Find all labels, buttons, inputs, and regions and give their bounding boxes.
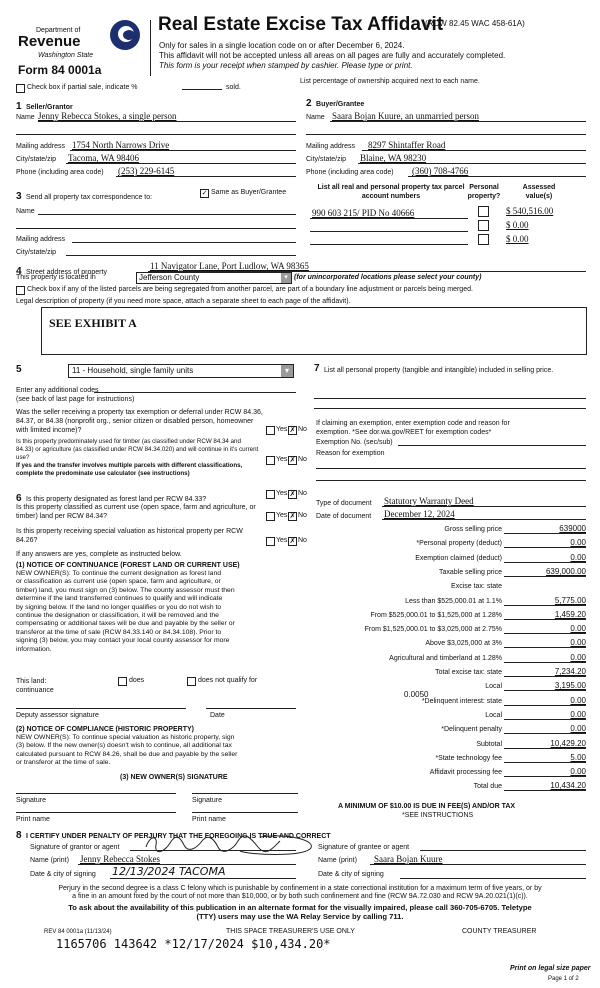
rev-number: REV 84 0001a (11/13/24) [44, 929, 112, 935]
notice-compliance-text: NEW OWNER(S): To continue special valuation as historic property, sign (3) below. If the new owner(s) doesn't wish to continue, all additional tax calculated pursuant to RCW 84.26, shall be due and payable by the seller or transferor at the time of sale. [16, 734, 238, 767]
grantor-signature-label: Signature of grantor or agent [30, 844, 120, 851]
seller-section: 1 Seller/Grantor [16, 101, 73, 112]
grantor-date-city[interactable]: 12/13/2024 TACOMA [112, 865, 226, 878]
partial-sale-checkbox[interactable] [16, 84, 25, 93]
timber-note: If yes and the transfer involves multiple parcels with different classifications, complete the predominate use calculator (see instructions) [16, 462, 243, 477]
alternate-format-2: (TTY) users may use the WA Relay Service by calling 711. [196, 912, 404, 921]
header-line2: This affidavit will not be accepted unless all areas on all pages are fully and accurately completed. [159, 51, 506, 60]
seal-icon [110, 20, 140, 50]
tax-row-label: Subtotal [476, 741, 502, 748]
tax-row-value[interactable]: 0.00 [570, 653, 586, 662]
historic-no-checkbox[interactable]: ✗ [289, 538, 296, 545]
tax-row-value[interactable]: 1,459.20 [554, 610, 586, 619]
rcw-reference: (RCW 82.45 WAC 458-61A) [425, 19, 525, 28]
seller-city[interactable]: Tacoma, WA 98406 [68, 153, 139, 163]
ownership-note: List percentage of ownership acquired next to each name. [300, 78, 480, 85]
no-label: No [298, 490, 307, 497]
tax-row-value[interactable]: 0.00 [570, 638, 586, 647]
tax-row-label: Local [485, 683, 502, 690]
new-owner-signature-title: (3) NEW OWNER(S) SIGNATURE [120, 774, 228, 781]
additional-codes-label: Enter any additional codes [16, 387, 99, 394]
does-label: does [129, 677, 145, 684]
no-label: No [298, 456, 307, 463]
notice-continuance-title: (1) NOTICE OF CONTINUANCE (FOREST LAND OR CURRENT USE) [16, 562, 240, 569]
tax-row-label: From $1,525,000.01 to $3,025,000 at 2.75% [364, 626, 502, 633]
deputy-date-label: Date [210, 712, 225, 719]
no-label: No [298, 537, 307, 544]
grantor-signature[interactable] [140, 833, 320, 857]
dor-logo [14, 16, 144, 76]
forest-yes-checkbox[interactable] [266, 490, 275, 499]
personal-col-header: Personal property? [467, 184, 501, 200]
timber-yes-checkbox[interactable] [266, 456, 275, 465]
legal-description-box[interactable] [41, 307, 587, 355]
seller-phone[interactable]: (253) 229-6145 [118, 166, 175, 176]
exemption-reason-label: Reason for exemption [316, 450, 385, 457]
tax-row-label: Excise tax: state [451, 583, 502, 590]
does-checkbox[interactable] [118, 677, 127, 686]
owner-print-name-label: Print name [16, 816, 50, 823]
perjury-line-1: Perjury in the second degree is a class C felony which is punishable by confinement in a state correctional institution for a maximum term of five years, or by [58, 885, 542, 892]
header-divider [150, 20, 151, 76]
land-use-select[interactable]: 11 - Household, single family units ▾ [68, 364, 294, 378]
seller-mail-label: Mailing address [16, 143, 66, 150]
doc-type-label: Type of document [316, 500, 372, 507]
tax-row-value[interactable]: 0.00 [570, 710, 586, 719]
certification-header: 8 I CERTIFY UNDER PENALTY OF PERJURY THAT THE FOREGOING IS TRUE AND CORRECT [16, 830, 331, 841]
segregated-label: Check box if any of the listed parcels are being segregated from another parcel, are part of a boundary line adjustment or parcels being merged. [27, 286, 473, 293]
tax-row-label: Agricultural and timberland at 1.28% [389, 655, 502, 662]
deputy-signature-label: Deputy assessor signature [16, 712, 99, 719]
segregated-checkbox[interactable] [16, 286, 25, 295]
grantor-date-label: Date & city of signing [30, 871, 96, 878]
chevron-down-icon: ▾ [281, 273, 291, 283]
buyer-mail[interactable]: 8297 Shintaffer Road [368, 140, 446, 150]
buyer-phone-label: Phone (including area code) [306, 169, 394, 176]
property-section: 4 Street address of property [16, 266, 107, 277]
does-not-checkbox[interactable] [187, 677, 196, 686]
document-date[interactable]: December 12, 2024 [384, 509, 455, 519]
buyer-name-label: Name [306, 114, 325, 121]
notice-compliance-title: (2) NOTICE OF COMPLIANCE (HISTORIC PROPERTY) [16, 726, 194, 733]
parcel-number-1[interactable]: 990 603 215/ PID No 40666 [312, 208, 415, 218]
page-number: Page 1 of 2 [548, 976, 579, 982]
owner-signature-label: Signature [16, 797, 46, 804]
local-rate: 0.0050 [404, 690, 429, 699]
grantee-signature-label: Signature of grantee or agent [318, 844, 410, 851]
header-line1: Only for sales in a single location code on or after December 6, 2024. [159, 41, 405, 50]
property-street[interactable]: 11 Navigator Lane, Port Ludlow, WA 98365 [150, 261, 309, 271]
exempt-note-1: If claiming an exemption, enter exemption code and reason for [316, 420, 510, 427]
no-label: No [298, 512, 307, 519]
see-back-note: (see back of last page for instructions) [16, 396, 135, 403]
tax-row-label: *Delinquent penalty [441, 726, 502, 733]
owner-signature-label-2: Signature [192, 797, 222, 804]
tax-row-label: From $525,000.01 to $1,525,000 at 1.28% [370, 612, 502, 619]
tax-row-label: Affidavit processing fee [429, 769, 502, 776]
county-treasurer-label: COUNTY TREASURER [462, 928, 537, 935]
buyer-city-label: City/state/zip [306, 156, 347, 163]
grantee-name-label: Name (print) [318, 857, 357, 864]
sec6-header: 6 Is this property designated as forest land per RCW 84.33? [16, 493, 207, 504]
grantor-name-label: Name (print) [30, 857, 69, 864]
see-instructions: *SEE INSTRUCTIONS [402, 812, 474, 819]
county-select[interactable]: Jefferson County ▾ [136, 272, 292, 284]
header-line3: This form is your receipt when stamped by cashier. Please type or print. [159, 61, 413, 70]
tax-row-value[interactable]: 5,775.00 [554, 596, 586, 605]
exemption-no-checkbox[interactable]: ✗ [289, 427, 296, 434]
grantee-name[interactable]: Saara Bojan Kuure [374, 854, 443, 864]
tax-row-label: Above $3,025,000 at 3% [425, 640, 502, 647]
notice-continuance-text: NEW OWNER(S): To continue the current designation as forest land or classification as current use (open space, farm and agriculture, or timber) land, you must sign on (3) below. The county assessor must then determine if the land transferred continues to qualify and will indicate by signing below. If the land no longer qualifies or you do not wish to continue the designation or classification, it will be removed and the compensating or additional taxes will be due and payable by the seller or transferor at the time of sale (RCW 84.33.140 or 84.34.108). Prior to signing (3) below, you may contact your local county assessor for more information. [16, 570, 235, 653]
minimum-due-note: A MINIMUM OF $10.00 IS DUE IN FEE(S) AND/OR TAX [338, 803, 516, 810]
seller-name-label: Name [16, 114, 35, 121]
dept-label: Department of [36, 27, 81, 34]
sold-label: sold. [226, 84, 241, 91]
assessed-value-1[interactable]: $ 540,516.00 [506, 206, 554, 216]
exemption-yes-checkbox[interactable] [266, 426, 275, 435]
historic-question: Is this property receiving special valuation as historical property per RCW 84.26? [16, 528, 243, 544]
sec3-city-label: City/state/zip [16, 249, 57, 256]
tax-row-value[interactable]: 639,000.00 [545, 567, 586, 576]
timber-question: Is this property predominately used for timber (as classified under RCW 84.34 and 84.33) or agriculture (as classified under RCW 84.34.020) and will continue in it's current use? [16, 438, 259, 461]
personal-property-checkbox-1[interactable] [478, 206, 489, 217]
timber-no-checkbox[interactable]: ✗ [289, 457, 296, 464]
if-any-yes: If any answers are yes, complete as instructed below. [16, 551, 182, 558]
yes-label: Yes [276, 537, 288, 544]
current-use-no-checkbox[interactable]: ✗ [289, 513, 296, 520]
tax-row-value[interactable]: 3,195.00 [554, 681, 586, 690]
county-note: (for unincorporated locations please select your county) [294, 274, 482, 281]
document-type[interactable]: Statutory Warranty Deed [384, 496, 474, 506]
sec7-number: 7 [314, 363, 320, 374]
tax-row-label: Local [485, 712, 502, 719]
state-label: Washington State [38, 52, 94, 59]
same-as-buyer-label: Same as Buyer/Grantee [211, 189, 287, 196]
no-label: No [298, 426, 307, 433]
personal-property-label: List all personal property (tangible and intangible) included in selling price. [324, 367, 554, 374]
forest-no-checkbox[interactable]: ✗ [289, 491, 296, 498]
sec3-mail-label: Mailing address [16, 236, 66, 243]
form-title: Real Estate Excise Tax Affidavit [158, 14, 444, 35]
buyer-city[interactable]: Blaine, WA 98230 [360, 153, 427, 163]
buyer-name[interactable]: Saara Bojan Kuure, an unmarried person [332, 111, 479, 121]
legal-desc-label: Legal description of property (if you need more space, attach a separate sheet to each page of the affidavit). [16, 298, 351, 305]
tax-row-value[interactable]: 7,234.20 [554, 667, 586, 676]
tax-row-value[interactable]: 0.00 [570, 538, 586, 547]
yes-label: Yes [276, 512, 288, 519]
yes-label: Yes [276, 426, 288, 433]
legal-description: SEE EXHIBIT A [49, 316, 137, 330]
tax-row-value[interactable]: 0.00 [570, 724, 586, 733]
does-not-label: does not qualify for [198, 677, 258, 684]
tax-row-label: *Delinquent interest: state [421, 698, 502, 705]
buyer-phone[interactable]: (360) 708-4766 [412, 166, 469, 176]
alternate-format-1: To ask about the availability of this publication in an alternate format for the visually impaired, please call 360-705-6705. Teletype [68, 903, 532, 912]
tax-correspondence-section: 3 Send all property tax correspondence to: [16, 191, 153, 202]
form-number: Form 84 0001a [18, 63, 102, 77]
buyer-section: 2 Buyer/Grantee [306, 98, 365, 109]
personal-property-checkbox-3[interactable] [478, 234, 489, 245]
tax-row-label: Total due [473, 783, 502, 790]
assessed-value-3[interactable]: $ 0.00 [506, 234, 529, 244]
tax-row-label: *Personal property (deduct) [416, 540, 502, 547]
grantee-date-label: Date & city of signing [318, 871, 384, 878]
continuance-label: continuance [16, 687, 54, 694]
assessed-value-2[interactable]: $ 0.00 [506, 220, 529, 230]
exemption-question: Was the seller receiving a property tax exemption or deferral under RCW 84.36, 84.37, or 84.38 (nonprofit org., senior citizen or disabled person, homeowner with limited income)? [16, 409, 263, 434]
tax-row-value[interactable]: 0.00 [570, 696, 586, 705]
exempt-note-2: exemption. *See dor.wa.gov/REET for exemption codes* [316, 429, 492, 436]
this-land-label: This land: [16, 678, 47, 685]
seller-mail[interactable]: 1754 North Narrows Drive [72, 140, 170, 150]
exemption-no-label: Exemption No. (sec/sub) [316, 439, 393, 446]
current-use-question: Is this property classified as current use (open space, farm and agriculture, or timber) land per RCW 84.34? [16, 504, 256, 520]
tax-row-value[interactable]: 0.00 [570, 553, 586, 562]
tax-row-label: *State technology fee [435, 755, 502, 762]
grantor-name[interactable]: Jenny Rebecca Stokes [80, 854, 160, 864]
owner-print-name-label-2: Print name [192, 816, 226, 823]
seller-phone-label: Phone (including area code) [16, 169, 104, 176]
tax-row-label: Gross selling price [444, 526, 502, 533]
treasurer-use-label: THIS SPACE TREASURER'S USE ONLY [226, 928, 355, 935]
buyer-mail-label: Mailing address [306, 143, 356, 150]
tax-row-value[interactable]: 5.00 [570, 753, 586, 762]
tax-row-label: Exemption claimed (deduct) [415, 555, 502, 562]
yes-label: Yes [276, 490, 288, 497]
legal-size-note: Print on legal size paper [510, 965, 591, 972]
parcel-col-header: List all real and personal property tax parcel account numbers [317, 184, 465, 200]
sec5-number: 5 [16, 364, 22, 375]
tax-row-value[interactable]: 0.00 [570, 624, 586, 633]
tax-row-value[interactable]: 10,429.20 [550, 739, 586, 748]
doc-date-label: Date of document [316, 513, 372, 520]
seller-name[interactable]: Jenny Rebecca Stokes, a single person [38, 111, 177, 121]
chevron-down-icon: ▾ [281, 365, 293, 377]
yes-label: Yes [276, 456, 288, 463]
tax-row-value[interactable]: 10,434.20 [550, 781, 586, 790]
historic-yes-checkbox[interactable] [266, 537, 275, 546]
located-label: This property is located in [16, 274, 96, 281]
tax-row-label: Total excise tax: state [435, 669, 502, 676]
personal-property-checkbox-2[interactable] [478, 220, 489, 231]
tax-row-label: Taxable selling price [438, 569, 502, 576]
seller-city-label: City/state/zip [16, 156, 57, 163]
assessed-col-header: Assessed value(s) [522, 184, 556, 200]
partial-sale-label: Check box if partial sale, indicate % [27, 84, 138, 91]
tax-row-value[interactable]: 0.00 [570, 767, 586, 776]
same-as-buyer-checkbox[interactable]: ✓ [201, 190, 208, 197]
current-use-yes-checkbox[interactable] [266, 512, 275, 521]
perjury-line-2: a fine in an amount fixed by the court of not more than $10,000, or by both such confinement and fine (RCW 9A.72.030 and RCW 9A.20.021(1)(c)). [72, 893, 528, 900]
treasurer-stamp: 1165706 143642 *12/17/2024 $10,434.20* [56, 937, 331, 951]
revenue-wordmark: Revenue [18, 33, 81, 50]
tax-row-label: Less than $525,000.01 at 1.1% [405, 598, 502, 605]
tax-row-value[interactable]: 639000 [559, 524, 586, 533]
sec3-name-label: Name [16, 208, 35, 215]
